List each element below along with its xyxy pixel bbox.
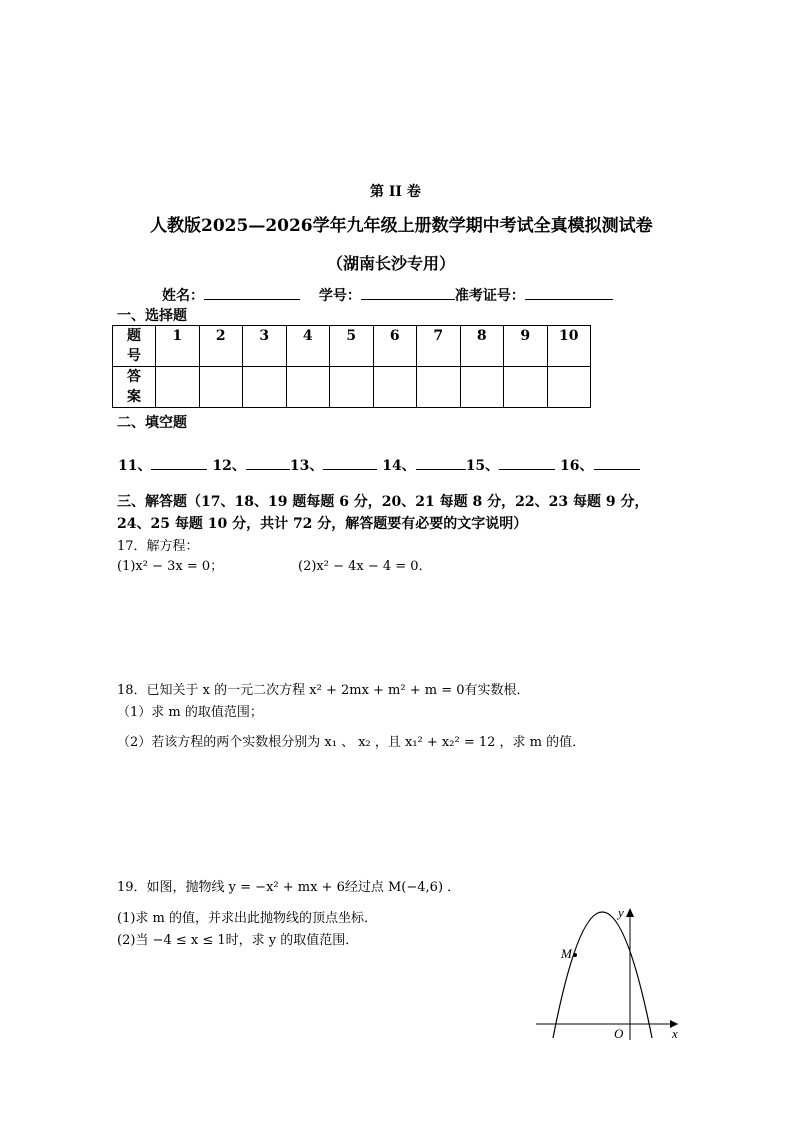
q17-part1: (1)x² − 3x = 0； — [117, 559, 224, 574]
table-row-numbers — [113, 326, 591, 367]
fill-label: 15、 — [465, 458, 500, 474]
fill-label: 16、 — [560, 458, 594, 474]
answer-cell[interactable] — [199, 367, 243, 408]
fill-blank[interactable] — [499, 455, 555, 470]
section-1-heading: 一、选择题 — [117, 308, 187, 324]
answer-cell[interactable] — [286, 367, 330, 408]
id-blank[interactable] — [361, 285, 455, 300]
answer-cell[interactable] — [417, 367, 461, 408]
q-number: 3 — [243, 326, 287, 367]
point-m — [573, 953, 577, 957]
section-2-heading: 二、填空题 — [117, 415, 187, 431]
q18-heading: 18．已知关于 x 的一元二次方程 x² + 2mx + m² + m = 0有实数根． — [117, 683, 530, 698]
fill-blank[interactable] — [151, 455, 207, 470]
exam-title: 人教版2025—2026学年九年级上册数学期中考试全真模拟测试卷 — [150, 216, 653, 236]
parabola-figure — [530, 900, 690, 1045]
q18-part2: （2）若该方程的两个实数根分别为 x₁ 、 x₂ ，且 x₁² + x₂² = 12 ，求 m 的值． — [117, 735, 586, 750]
student-info-row — [162, 285, 613, 305]
answer-cell[interactable] — [504, 367, 548, 408]
fill-label: 11、 — [118, 458, 152, 474]
volume-label: 第 II 卷 — [370, 184, 421, 200]
exam-subtitle: （湖南长沙专用） — [327, 254, 456, 273]
answer-cell[interactable] — [460, 367, 504, 408]
q-number: 2 — [199, 326, 243, 367]
section-3-heading-line1: 三、解答题（17、18、19 题每题 6 分，20、21 每题 8 分，22、23 每题 9 分， — [117, 494, 649, 510]
y-axis-arrow — [626, 908, 634, 917]
answer-cell[interactable] — [156, 367, 200, 408]
q-number: 8 — [460, 326, 504, 367]
answer-cell[interactable] — [330, 367, 374, 408]
origin-label: O — [614, 1026, 624, 1041]
fill-label: 14、 — [382, 458, 416, 474]
parabola-curve — [553, 912, 652, 1038]
fill-blank-row — [118, 455, 640, 475]
fill-blank[interactable] — [594, 455, 640, 470]
q-number: 1 — [156, 326, 200, 367]
q-number: 10 — [547, 326, 591, 367]
answer-table — [112, 325, 591, 408]
row-label-number: 题 号 — [113, 326, 156, 367]
table-row-answers — [113, 367, 591, 408]
ticket-label: 准考证号： — [454, 288, 525, 304]
name-label: 姓名： — [162, 288, 204, 304]
name-blank[interactable] — [204, 285, 300, 300]
y-axis-label: y — [618, 905, 624, 920]
q-number: 9 — [504, 326, 548, 367]
q17-heading: 17．解方程： — [117, 539, 199, 554]
fill-blank[interactable] — [323, 455, 377, 470]
q-number: 7 — [417, 326, 461, 367]
fill-blank[interactable] — [246, 455, 290, 470]
id-label: 学号： — [318, 288, 361, 304]
q19-part1: (1)求 m 的值，并求出此抛物线的顶点坐标． — [117, 911, 378, 926]
q-number: 4 — [286, 326, 330, 367]
q-number: 5 — [330, 326, 374, 367]
answer-cell[interactable] — [547, 367, 591, 408]
q18-part1: （1）求 m 的取值范围； — [117, 705, 263, 720]
q17-part2: (2)x² − 4x − 4 = 0． — [298, 559, 432, 574]
q-number: 6 — [373, 326, 417, 367]
fill-label: 12、 — [212, 458, 246, 474]
x-axis-label: x — [672, 1026, 678, 1041]
fill-label: 13、 — [289, 458, 324, 474]
ticket-blank[interactable] — [525, 285, 613, 300]
q19-heading: 19．如图，抛物线 y = −x² + mx + 6经过点 M(−4,6) ． — [117, 880, 461, 895]
answer-cell[interactable] — [243, 367, 287, 408]
point-m-label: M — [561, 946, 572, 961]
section-3-heading-line2: 24、25 每题 10 分，共计 72 分，解答题要有必要的文字说明） — [117, 516, 528, 532]
fill-blank[interactable] — [416, 455, 466, 470]
answer-cell[interactable] — [373, 367, 417, 408]
row-label-answer: 答 案 — [113, 367, 156, 408]
q19-part2: (2)当 −4 ≤ x ≤ 1时，求 y 的取值范围． — [117, 933, 359, 948]
